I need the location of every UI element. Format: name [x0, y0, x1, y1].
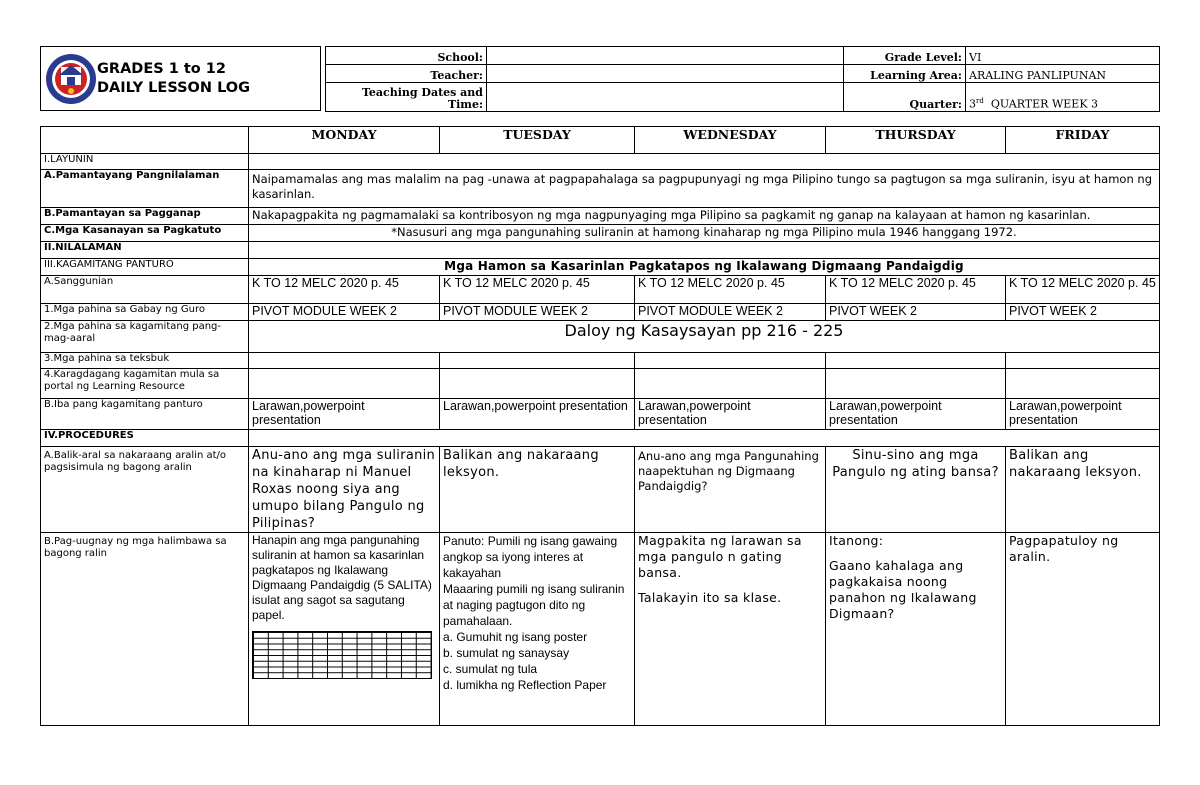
pag-uugnay-tuesday [440, 533, 635, 726]
kasanayan-text: *Nasusuri ang mga pangunahing suliranin at hamong kinaharap ng mga Pilipino mula 1946 hanggang 1972. [249, 225, 1160, 242]
learning-area-label: Learning Area: [844, 65, 966, 83]
sanggunian-friday: K TO 12 MELC 2020 p. 45 [1006, 276, 1160, 304]
day-header-thursday: THURSDAY [826, 127, 1006, 154]
gabay-tuesday: PIVOT MODULE WEEK 2 [440, 304, 635, 321]
tuesday-option-d: d. lumikha ng Reflection Paper [443, 678, 607, 692]
day-header-monday: MONDAY [249, 127, 440, 154]
karagdagang-thursday [826, 369, 1006, 399]
karagdagang-friday [1006, 369, 1160, 399]
gabay-friday: PIVOT WEEK 2 [1006, 304, 1160, 321]
school-field[interactable] [487, 47, 844, 65]
school-label: School: [326, 47, 487, 65]
learning-area-field[interactable]: ARALING PANLIPUNAN [966, 65, 1160, 83]
teaching-dates-label: Teaching Dates and Time: [326, 83, 487, 112]
lesson-log-title [97, 60, 250, 98]
title-line-2: DAILY LESSON LOG [97, 80, 251, 96]
balik-aral-tuesday: Balikan ang nakaraang leksyon. [440, 447, 635, 533]
wednesday-text-2: Talakayin ito sa klase. [638, 590, 782, 605]
pamantayang-label: A.Pamantayang Pangnilalaman [41, 170, 249, 208]
sanggunian-wednesday: K TO 12 MELC 2020 p. 45 [635, 276, 826, 304]
sanggunian-label: A.Sanggunian [41, 276, 249, 304]
nilalaman-label: II.NILALAMAN [41, 242, 249, 259]
karagdagang-monday [249, 369, 440, 399]
iba-friday: Larawan,powerpoint presentation [1006, 399, 1160, 430]
balik-aral-label: A.Balik-aral sa nakaraang aralin at/o pagsisimula ng bagong aralin [41, 447, 249, 533]
corner-cell [41, 127, 249, 154]
thursday-text-1: Itanong: [829, 533, 884, 548]
pag-uugnay-monday-text: Hanapin ang mga pangunahing suliranin at hamon sa kasarinlan pagkatapos ng Ikalawang Digmaang Pandaigdig (5 SALITA) isulat ang sagot sa sagutang papel. [252, 533, 432, 622]
balik-aral-thursday: Sinu-sino ang mga Pangulo ng ating bansa? [826, 447, 1006, 533]
pag-uugnay-wednesday [635, 533, 826, 726]
karagdagang-wednesday [635, 369, 826, 399]
daloy-reference: Daloy ng Kasaysayan pp 216 - 225 [249, 321, 1160, 353]
lesson-log-table [40, 126, 1160, 726]
day-header-friday: FRIDAY [1006, 127, 1160, 154]
pag-uugnay-label: B.Pag-uugnay ng mga halimbawa sa bagong ralin [41, 533, 249, 726]
kagamitan-title: Mga Hamon sa Kasarinlan Pagkatapos ng Ikalawang Digmaang Pandaigdig [249, 259, 1160, 276]
pamantayang-text: Naipamamalas ang mas malalim na pag -unawa at pagpapahalaga sa pagpupunyagi ng mga Pilipino tungo sa pagtugon sa mga suliranin, isyu at hamon ng kasarinlan. [249, 170, 1160, 208]
layunin-cell [249, 154, 1160, 170]
pag-uugnay-friday: Pagpapatuloy ng aralin. [1006, 533, 1160, 726]
tuesday-option-intro: Maaaring pumili ng isang suliranin at naging pagtugon dito ng pamahalaan. [443, 582, 625, 628]
pagganap-label: B.Pamantayan sa Pagganap [41, 208, 249, 225]
grade-level-label: Grade Level: [844, 47, 966, 65]
kagamitang-pang-label: 2.Mga pahina sa kagamitang pang-mag-aaral [41, 321, 249, 353]
iba-thursday: Larawan,powerpoint presentation [826, 399, 1006, 430]
grade-level-field[interactable]: VI [966, 47, 1160, 65]
tuesday-option-c: c. sumulat ng tula [443, 662, 538, 676]
sanggunian-thursday: K TO 12 MELC 2020 p. 45 [826, 276, 1006, 304]
kagamitan-label: III.KAGAMITANG PANTURO [41, 259, 249, 276]
procedures-cell [249, 430, 1160, 447]
layunin-label: I.LAYUNIN [41, 154, 249, 170]
iba-tuesday: Larawan,powerpoint presentation [440, 399, 635, 430]
school-info-table [325, 46, 1160, 112]
karagdagang-label: 4.Karagdagang kagamitan mula sa portal ng Learning Resource [41, 369, 249, 399]
quarter-label: Quarter: [844, 83, 966, 112]
pag-uugnay-monday [249, 533, 440, 726]
nilalaman-cell [249, 242, 1160, 259]
kasanayan-label: C.Mga Kasanayan sa Pagkatuto [41, 225, 249, 242]
balik-aral-monday: Anu-ano ang mga suliranin na kinaharap ni Manuel Roxas noong siya ang umupo bilang Pangulo ng Pilipinas? [249, 447, 440, 533]
iba-monday: Larawan,powerpoint presentation [249, 399, 440, 430]
quarter-field[interactable]: 3rd QUARTER WEEK 3 [966, 83, 1160, 112]
teksbuk-wednesday [635, 353, 826, 369]
pagganap-text: Nakapagpakita ng pagmamalaki sa kontribosyon ng mga nagpunyaging mga Pilipino sa pagkamit ng ganap na kalayaan at hamon ng kasarinlan. [249, 208, 1160, 225]
iba-label: B.Iba pang kagamitang panturo [41, 399, 249, 430]
tuesday-instruction: Panuto: Pumili ng isang gawaing angkop sa iyong interes at kakayahan [443, 534, 618, 580]
teaching-dates-field[interactable] [487, 83, 844, 112]
teksbuk-label: 3.Mga pahina sa teksbuk [41, 353, 249, 369]
gabay-wednesday: PIVOT MODULE WEEK 2 [635, 304, 826, 321]
balik-aral-friday: Balikan ang nakaraang leksyon. [1006, 447, 1160, 533]
teacher-label: Teacher: [326, 65, 487, 83]
teksbuk-friday [1006, 353, 1160, 369]
header-logo-box [40, 46, 321, 111]
teksbuk-tuesday [440, 353, 635, 369]
deped-seal-icon [45, 53, 97, 105]
gabay-label: 1.Mga pahina sa Gabay ng Guro [41, 304, 249, 321]
sanggunian-monday: K TO 12 MELC 2020 p. 45 [249, 276, 440, 304]
teacher-field[interactable] [487, 65, 844, 83]
iba-wednesday: Larawan,powerpoint presentation [635, 399, 826, 430]
karagdagang-tuesday [440, 369, 635, 399]
pag-uugnay-thursday [826, 533, 1006, 726]
day-header-wednesday: WEDNESDAY [635, 127, 826, 154]
thursday-text-2: Gaano kahalaga ang pagkakaisa noong panahon ng Ikalawang Digmaan? [829, 558, 977, 621]
word-search-puzzle [252, 631, 432, 679]
title-line-1: GRADES 1 to 12 [97, 61, 226, 77]
teksbuk-thursday [826, 353, 1006, 369]
sanggunian-tuesday: K TO 12 MELC 2020 p. 45 [440, 276, 635, 304]
tuesday-option-a: a. Gumuhit ng isang poster [443, 630, 588, 644]
tuesday-option-b: b. sumulat ng sanaysay [443, 646, 570, 660]
wednesday-text-1: Magpakita ng larawan sa mga pangulo n gating bansa. [638, 533, 802, 580]
teksbuk-monday [249, 353, 440, 369]
gabay-monday: PIVOT MODULE WEEK 2 [249, 304, 440, 321]
procedures-label: IV.PROCEDURES [41, 430, 249, 447]
day-header-tuesday: TUESDAY [440, 127, 635, 154]
gabay-thursday: PIVOT WEEK 2 [826, 304, 1006, 321]
balik-aral-wednesday: Anu-ano ang mga Pangunahing naapektuhan ng Digmaang Pandaigdig? [635, 447, 826, 533]
